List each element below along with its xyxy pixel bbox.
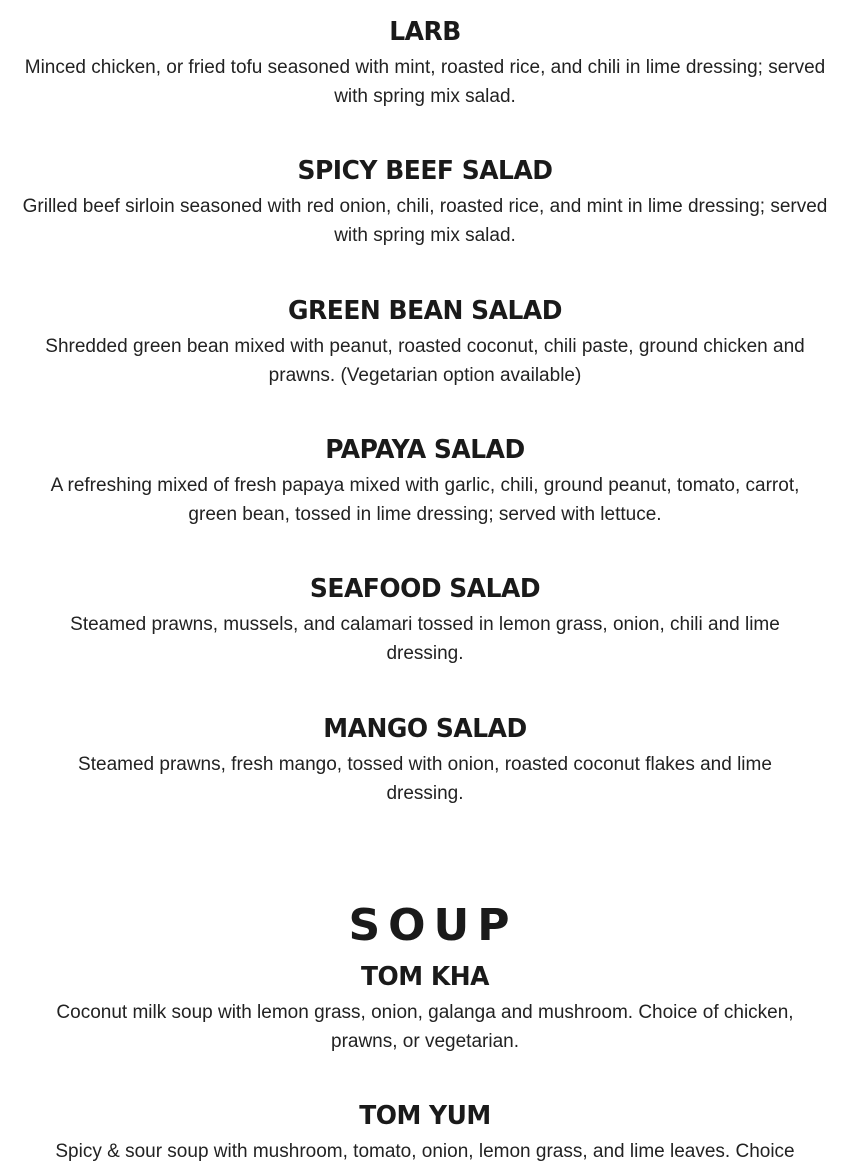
menu-item-papaya-salad [0,435,850,529]
item-description: Coconut milk soup with lemon grass, onion, galanga and mushroom. Choice of chicken, prawns, or vegetarian. [56,1002,794,1052]
item-title: PAPAYA SALAD [325,435,525,465]
menu-item-green-bean-salad [0,296,850,390]
menu-item-larb [0,17,850,111]
item-description: Minced chicken, or fried tofu seasoned with mint, roasted rice, and chili in lime dressing; served with spring mix salad. [24,57,826,107]
item-title: SPICY BEEF SALAD [297,156,553,186]
item-title: GREEN BEAN SALAD [288,296,562,326]
section-title-soup: SOUP [348,900,518,951]
menu-item-tom-yum [0,1101,850,1166]
item-description: Shredded green bean mixed with peanut, roasted coconut, chili paste, ground chicken and prawns. (Vegetarian option available) [45,336,805,386]
item-title: SEAFOOD SALAD [309,574,541,604]
item-description: Grilled beef sirloin seasoned with red onion, chili, roasted rice, and mint in lime dressing; served with spring mix salad. [22,196,828,246]
menu-item-tom-kha [0,962,850,1056]
item-description: Steamed prawns, mussels, and calamari tossed in lemon grass, onion, chili and lime dressing. [70,614,780,664]
menu-item-seafood-salad [0,574,850,668]
item-title: TOM YUM [359,1101,491,1131]
item-description: A refreshing mixed of fresh papaya mixed with garlic, chili, ground peanut, tomato, carrot, green bean, tossed in lime dressing; served with lettuce. [50,475,800,525]
menu-item-mango-salad [0,714,850,808]
item-description: Steamed prawns, fresh mango, tossed with onion, roasted coconut flakes and lime dressing. [78,754,772,804]
item-description: Spicy & sour soup with mushroom, tomato, onion, lemon grass, and lime leaves. Choice [55,1141,795,1162]
item-title: TOM KHA [361,962,489,992]
item-title: LARB [389,17,461,47]
item-title: MANGO SALAD [323,714,527,744]
menu-item-spicy-beef-salad [0,156,850,250]
